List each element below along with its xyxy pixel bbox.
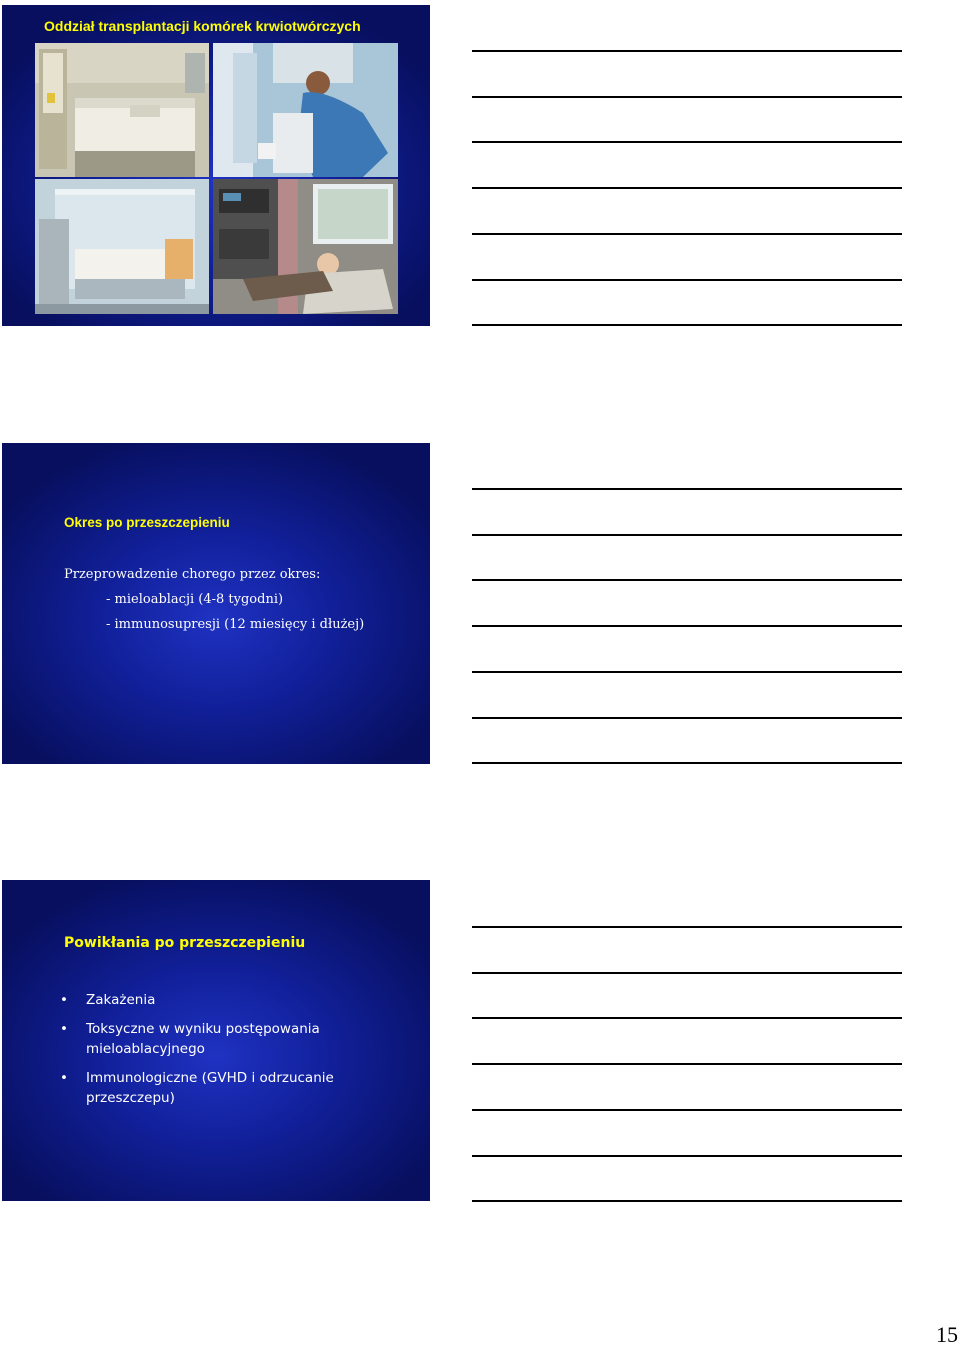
bullet-icon: • [60, 992, 68, 1008]
note-line [472, 1109, 902, 1111]
page-number: 15 [936, 1322, 958, 1347]
note-line [472, 324, 902, 326]
note-line [472, 717, 902, 719]
slide-3 [2, 880, 430, 1201]
note-line [472, 972, 902, 974]
note-line [472, 926, 902, 928]
photo-staff-at-work [213, 43, 398, 177]
note-line [472, 1063, 902, 1065]
bullet-text: Immunologiczne (GVHD i odrzucanie przeszczepu) [86, 1070, 334, 1106]
note-line [472, 534, 902, 536]
slide-2 [2, 443, 430, 764]
note-line [472, 579, 902, 581]
note-line [472, 1155, 902, 1157]
photo-patient-in-bed [213, 179, 398, 314]
note-line [472, 671, 902, 673]
slide-2-item-2: - immunosupresji (12 miesięcy i dłużej) [106, 617, 365, 632]
note-line [472, 488, 902, 490]
note-line [472, 50, 902, 52]
photo-sterile-bed [35, 179, 209, 314]
note-line [472, 233, 902, 235]
slide-2-title: Okres po przeszczepieniu [64, 515, 230, 530]
bullet-icon: • [60, 1021, 68, 1037]
photo-isolation-room [35, 43, 209, 177]
note-line [472, 1200, 902, 1202]
note-line [472, 1017, 902, 1019]
bullet-icon: • [60, 1070, 68, 1086]
slide-1 [2, 5, 430, 326]
list-item [60, 990, 406, 1010]
bullet-text: Zakażenia [86, 992, 156, 1008]
slide-2-item-1: - mieloablacji (4-8 tygodni) [106, 592, 284, 607]
list-item [60, 1068, 406, 1108]
slide-1-title: Oddział transplantacji komórek krwiotwórczych [44, 18, 361, 34]
list-item [60, 1019, 406, 1059]
slide-2-intro: Przeprowadzenie chorego przez okres: [64, 567, 321, 582]
note-line [472, 279, 902, 281]
note-line [472, 187, 902, 189]
bullet-text: Toksyczne w wyniku postępowania mieloablacyjnego [86, 1021, 320, 1057]
slide-3-title: Powikłania po przeszczepieniu [64, 935, 306, 951]
note-line [472, 762, 902, 764]
note-line [472, 96, 902, 98]
note-line [472, 625, 902, 627]
note-line [472, 141, 902, 143]
slide-3-bullet-list [60, 990, 406, 1117]
